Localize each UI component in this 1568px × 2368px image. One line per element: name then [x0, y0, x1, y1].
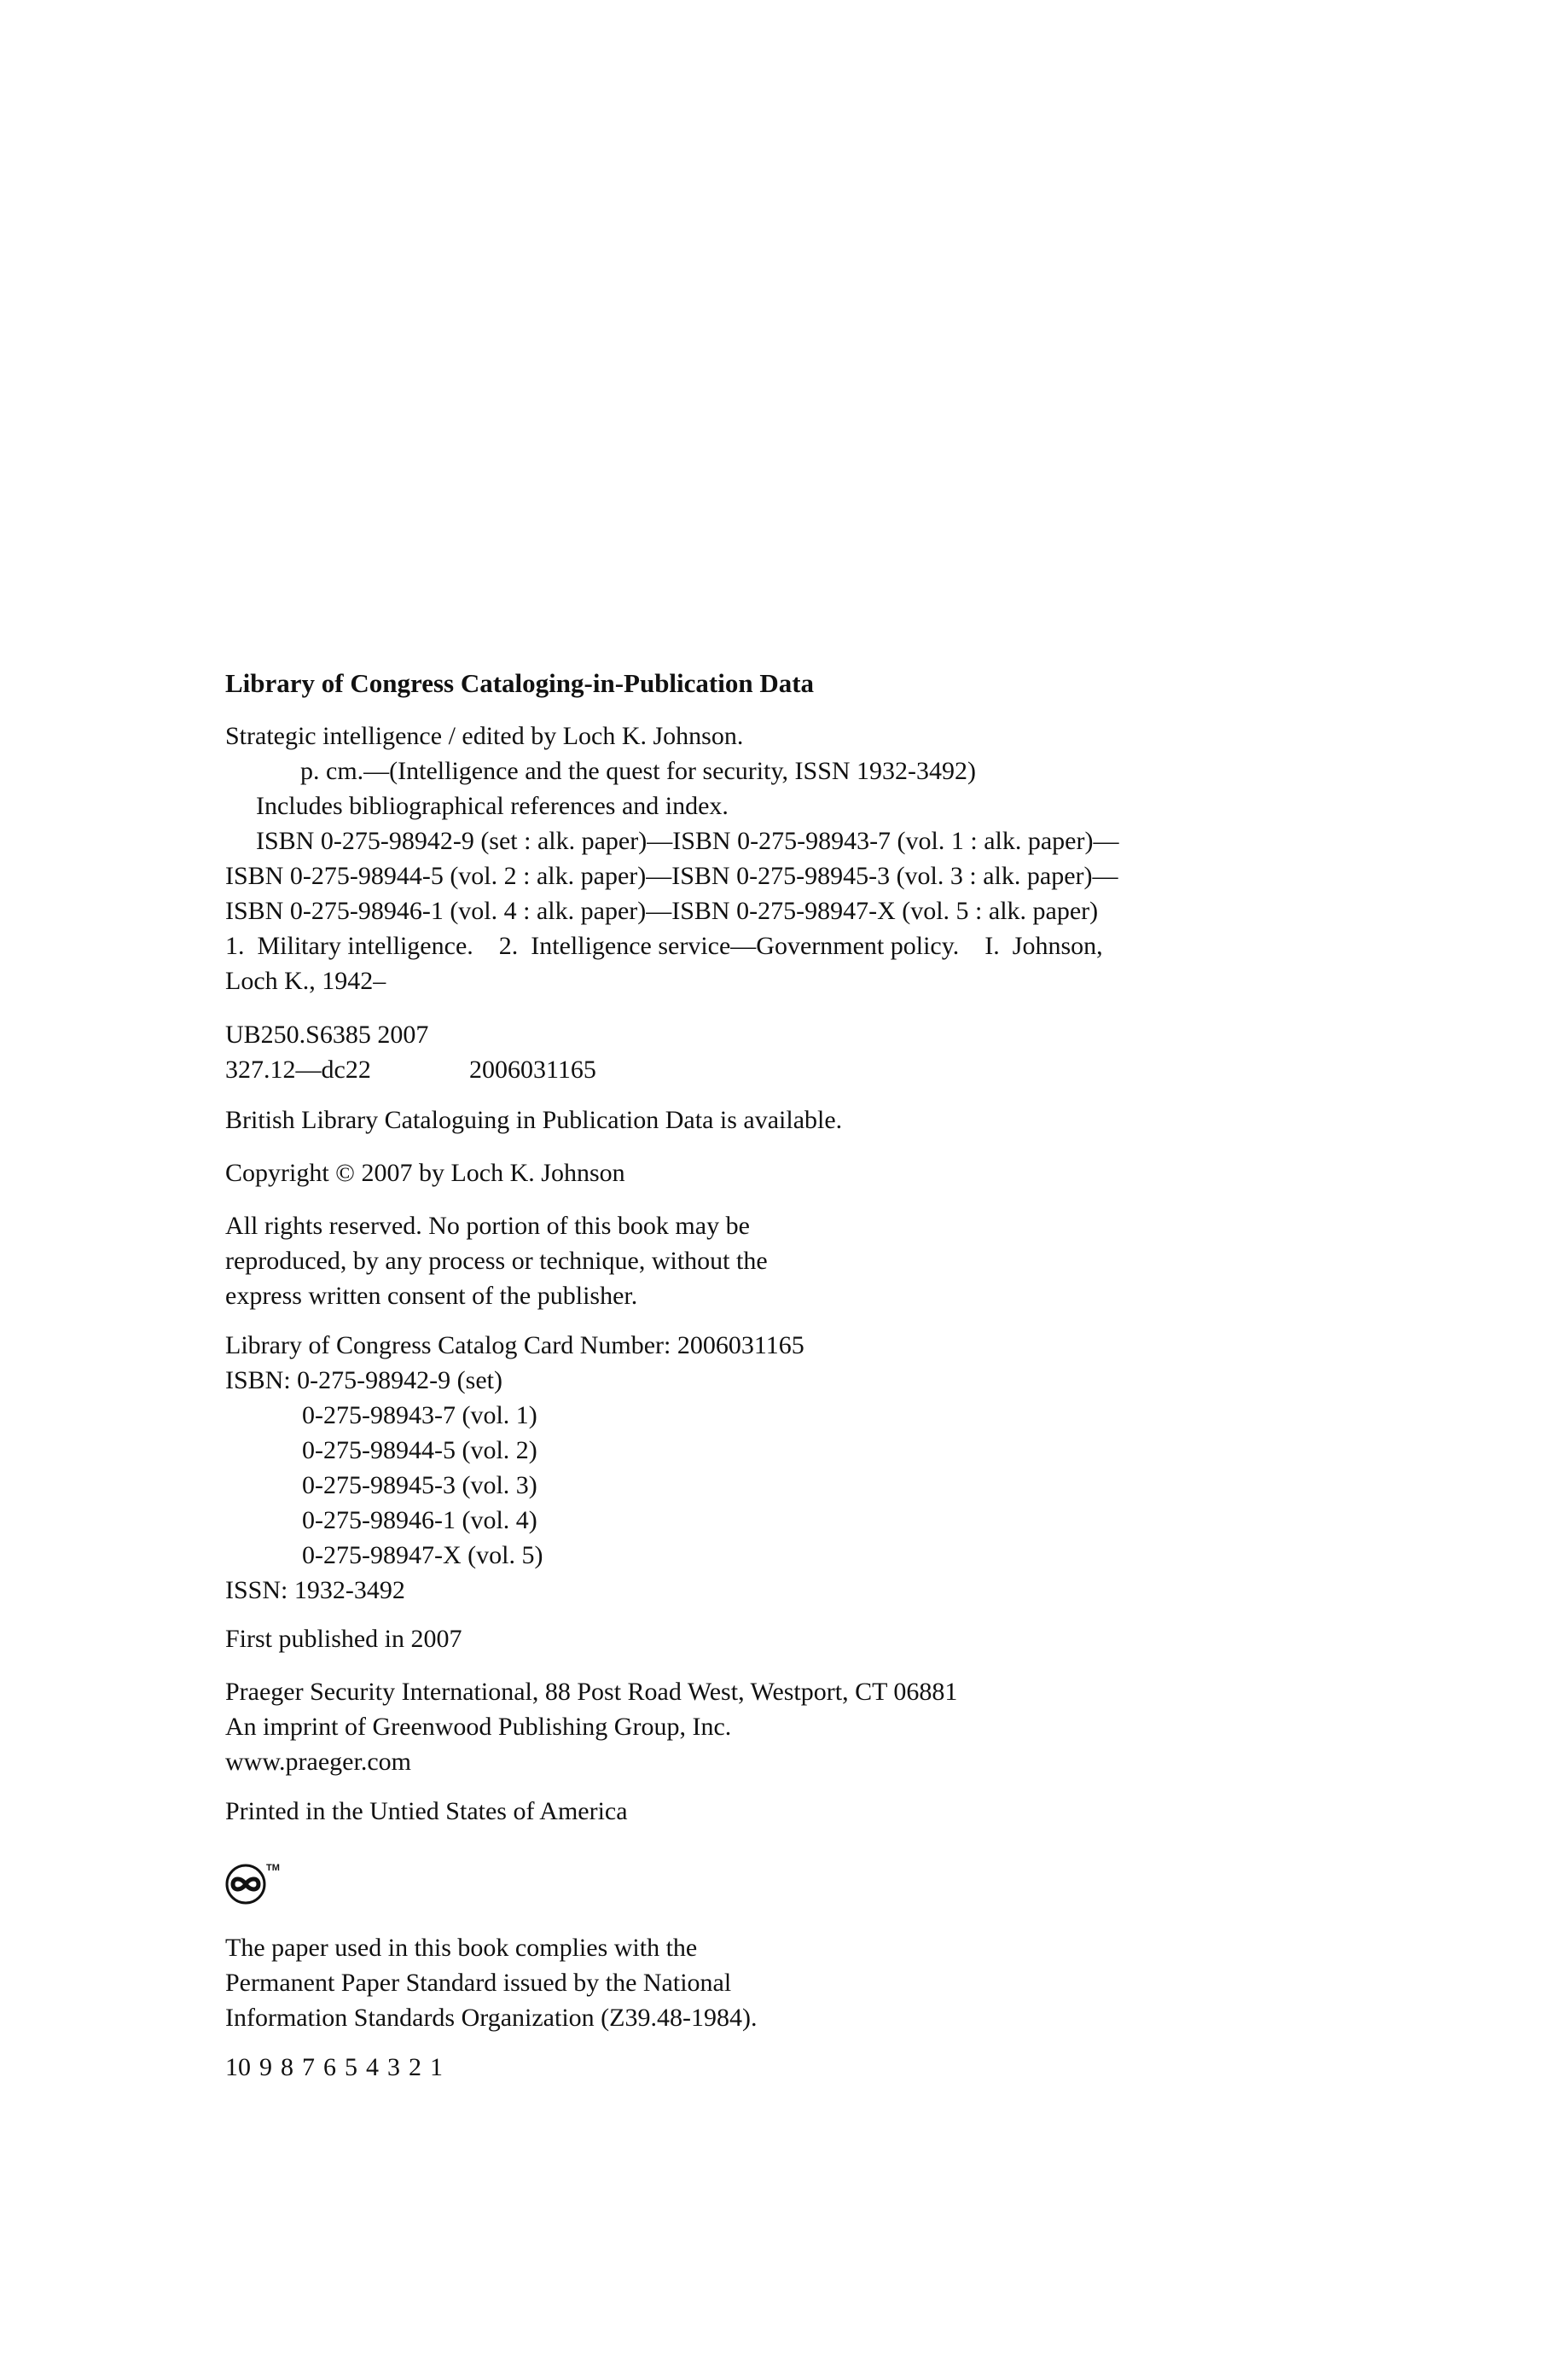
paper-notice	[225, 1930, 1334, 2035]
isbn-volume: 0-275-98947-X (vol. 5)	[302, 1541, 543, 1569]
publisher-website: www.praeger.com	[225, 1748, 411, 1776]
paper-notice-line: The paper used in this book complies with the	[225, 1934, 698, 1962]
infinity-paper-icon	[224, 1859, 280, 1906]
printers-key-digit: 7	[302, 2053, 315, 2081]
printers-key-digit: 8	[281, 2053, 293, 2081]
printers-key-digit: 10	[225, 2053, 251, 2081]
publisher-address: Praeger Security International, 88 Post Road West, Westport, CT 06881	[225, 1678, 958, 1706]
rights-line: reproduced, by any process or technique, without the	[225, 1247, 768, 1275]
printers-key-digit: 9	[259, 2053, 272, 2081]
lccn: 2006031165	[469, 1056, 596, 1084]
classification	[225, 1017, 1334, 1087]
cip-subjects-line: 1. Military intelligence. 2. Intelligence service—Government policy. I. Johnson,	[225, 932, 1103, 960]
printers-key-digit: 6	[323, 2053, 336, 2081]
card-number: Library of Congress Catalog Card Number: 2006031165	[225, 1331, 804, 1359]
rights-line: All rights reserved. No portion of this book may be	[225, 1212, 750, 1240]
paper-notice-line: Permanent Paper Standard issued by the National	[225, 1969, 732, 1997]
copyright-line: Copyright © 2007 by Loch K. Johnson	[225, 1159, 625, 1187]
cip-series-line: p. cm.—(Intelligence and the quest for security, ISSN 1932-3492)	[300, 757, 977, 785]
paper-notice-line: Information Standards Organization (Z39.48-1984).	[225, 2004, 758, 2032]
cip-title-line: Strategic intelligence / edited by Loch K. Johnson.	[225, 722, 744, 750]
cip-isbn-line: ISBN 0-275-98946-1 (vol. 4 : alk. paper)—ISBN 0-275-98947-X (vol. 5 : alk. paper)	[225, 897, 1099, 925]
cip-subjects-line: Loch K., 1942–	[225, 967, 386, 995]
cip-isbn-line: ISBN 0-275-98942-9 (set : alk. paper)—ISBN 0-275-98943-7 (vol. 1 : alk. paper)—	[256, 827, 1119, 855]
isbn-volume: 0-275-98943-7 (vol. 1)	[302, 1401, 537, 1429]
printers-key	[225, 2050, 1334, 2085]
catalog-numbers	[225, 1328, 1334, 1608]
trademark-mark: TM	[266, 1863, 280, 1873]
isbn-set: ISBN: 0-275-98942-9 (set)	[225, 1366, 502, 1394]
printed-in: Printed in the Untied States of America	[225, 1797, 628, 1825]
printers-key-digit: 3	[387, 2053, 400, 2081]
cip-record	[225, 719, 1334, 998]
publisher-info	[225, 1674, 1334, 1779]
printers-key-digit: 5	[345, 2053, 357, 2081]
first-published: First published in 2007	[225, 1625, 462, 1653]
rights-statement	[225, 1208, 1334, 1313]
rights-line: express written consent of the publisher.	[225, 1282, 638, 1310]
cip-notes-line: Includes bibliographical references and index.	[256, 792, 729, 820]
printers-key-digit: 1	[430, 2053, 443, 2081]
isbn-volume: 0-275-98945-3 (vol. 3)	[302, 1471, 537, 1499]
dewey-number: 327.12—dc22	[225, 1056, 371, 1084]
isbn-volume: 0-275-98946-1 (vol. 4)	[302, 1506, 537, 1534]
isbn-volume: 0-275-98944-5 (vol. 2)	[302, 1436, 537, 1464]
british-library-note: British Library Cataloguing in Publication Data is available.	[225, 1106, 843, 1134]
cip-heading: Library of Congress Cataloging-in-Publication Data	[225, 668, 815, 698]
call-number: UB250.S6385 2007	[225, 1021, 429, 1049]
publisher-imprint: An imprint of Greenwood Publishing Group, Inc.	[225, 1713, 732, 1741]
printers-key-digit: 2	[409, 2053, 421, 2081]
printers-key-digit: 4	[366, 2053, 379, 2081]
issn: ISSN: 1932-3492	[225, 1576, 405, 1604]
dewey-row	[225, 1052, 1334, 1087]
cip-isbn-line: ISBN 0-275-98944-5 (vol. 2 : alk. paper)—ISBN 0-275-98945-3 (vol. 3 : alk. paper)—	[225, 862, 1118, 890]
